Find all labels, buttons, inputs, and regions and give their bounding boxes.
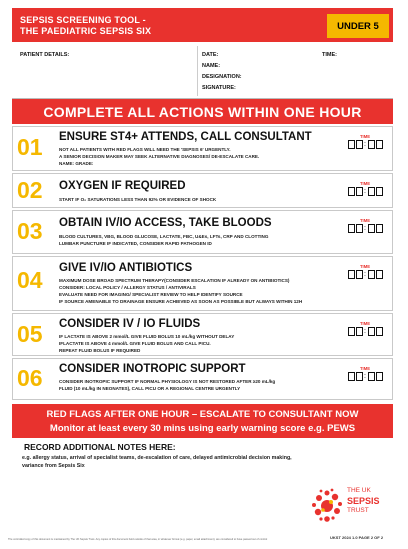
step-description: START IF O₂ SATURATIONS LESS THAN 92% OR EVIDENCE OF SHOCK [59, 197, 217, 202]
name-field[interactable]: NAME: [202, 63, 221, 69]
patient-details-section [12, 44, 393, 99]
step-description: BLOOD CULTURES, VBG, BLOOD GLUCOSE, LACTATE, FBC, U&Es, LFTs, CRP AND CLOTTING LUMBAR PUNCTURE IF INDICATED, CONSIDER RAPID PATHOGEN ID [59, 234, 269, 247]
step-title: CONSIDER INOTROPIC SUPPORT [59, 363, 246, 375]
screening-tool-page [12, 8, 393, 544]
designation-field[interactable]: DESIGNATION: [202, 74, 242, 80]
logo-text-line-2: SEPSIS [347, 496, 380, 506]
red-flags-line-1: RED FLAGS AFTER ONE HOUR – ESCALATE TO CONSULTANT NOW [46, 409, 359, 420]
time-entry[interactable]: TIME : [342, 134, 388, 149]
title-line-1: SEPSIS SCREENING TOOL - [20, 15, 146, 25]
title-line-2: THE PAEDIATRIC SEPSIS SIX [20, 26, 152, 36]
step-description: IF LACTATE IS ABOVE 2 mmol/L GIVE FLUID BOLUS 10 mL/kg WITHOUT DELAY IFLACTATE IS ABOVE 4 mmol/L GIVE FLUID BOLUS AND CALL PICU. REPEAT FLUID BOLUS IF REQUIRED [59, 334, 235, 354]
footer-note: The controlled copy of this document is maintained by The UK Sepsis Trust. Any copies of this document held outside of that area, in whatever format (e.g. paper, email attachment), are considered to have passed out of control [8, 538, 268, 541]
time-entry[interactable]: TIME : [342, 321, 388, 336]
signature-field[interactable]: SIGNATURE: [202, 85, 236, 91]
step-title: GIVE IV/IO ANTIBIOTICS [59, 262, 193, 274]
step-title: OBTAIN IV/IO ACCESS, TAKE BLOODS [59, 217, 272, 229]
complete-actions-banner: COMPLETE ALL ACTIONS WITHIN ONE HOUR [12, 99, 393, 124]
time-entry[interactable]: TIME : [342, 264, 388, 279]
time-entry[interactable]: TIME : [342, 366, 388, 381]
notes-guidance: e.g. allergy status, arrival of specialist teams, de-escalation of care, delayed antimicrobial decision making, variance from Sepsis Six [22, 455, 292, 469]
step-description: CONSIDER INOTROPIC SUPPORT IF NORMAL PHYSIOLOGY IS NOT RESTORED AFTER ≥20 mL/kg FLUID (10 mL/kg IN NEONATES), CALL PICU OR A REGIONAL CENTRE URGENTLY [59, 379, 276, 392]
logo-text-line-3: TRUST [347, 507, 369, 514]
header-bar [12, 8, 393, 42]
document-reference: UKST 2024 1.0 PAGE 2 OF 2 [330, 535, 384, 540]
step-title: ENSURE ST4+ ATTENDS, CALL CONSULTANT [59, 131, 312, 143]
step-04 [12, 256, 393, 311]
time-entry[interactable]: TIME : [342, 181, 388, 196]
step-03 [12, 210, 393, 254]
step-description: MAXIMUM DOSE BROAD SPECTRUM THERAPY(CONSIDER ESCALATION IF ALREADY ON ANTIBIOTICS) CONSIDER: LOCAL POLICY / ALLERGY STATUS / ANTIVIRALS EVALUATE NEED FOR IMAGING/ SPECIALIST REVIEW TO HELP IDENTIFY SOURCE IF SOURCE AMENABLE TO DRAINAGE ENSURE ACHIEVED AS SOON AS POSSIBLE BUT ALWAYS WITHIN 12H [59, 278, 303, 305]
notes-heading: RECORD ADDITIONAL NOTES HERE: [24, 442, 176, 452]
step-05 [12, 313, 393, 356]
step-02 [12, 173, 393, 208]
step-number: 02 [17, 177, 43, 203]
step-06 [12, 358, 393, 400]
patient-details-label: PATIENT DETAILS: [20, 52, 70, 58]
step-title: CONSIDER IV / IO FLUIDS [59, 318, 201, 330]
step-number: 03 [17, 218, 43, 244]
step-number: 04 [17, 267, 43, 293]
time-entry[interactable]: TIME : [342, 218, 388, 233]
step-title: OXYGEN IF REQUIRED [59, 180, 186, 192]
divider [197, 46, 198, 96]
step-number: 01 [17, 134, 43, 160]
step-number: 05 [17, 321, 43, 347]
age-badge: UNDER 5 [327, 14, 389, 38]
step-01 [12, 126, 393, 171]
time-field[interactable]: TIME: [322, 52, 337, 58]
step-number: 06 [17, 365, 43, 391]
step-description: NOT ALL PATIENTS WITH RED FLAGS WILL NEED THE 'SEPSIS 6' URGENTLY. A SENIOR DECISION MAKER MAY SEEK ALTERNATIVE DIAGNOSES/ DE-ESCALATE CARE. NAME: GRADE: [59, 147, 260, 167]
date-field[interactable]: DATE: [202, 52, 219, 58]
red-flags-banner [12, 404, 393, 438]
red-flags-line-2: Monitor at least every 30 mins using early warning score e.g. PEWS [49, 423, 356, 434]
logo-text-line-1: THE UK [347, 487, 371, 494]
